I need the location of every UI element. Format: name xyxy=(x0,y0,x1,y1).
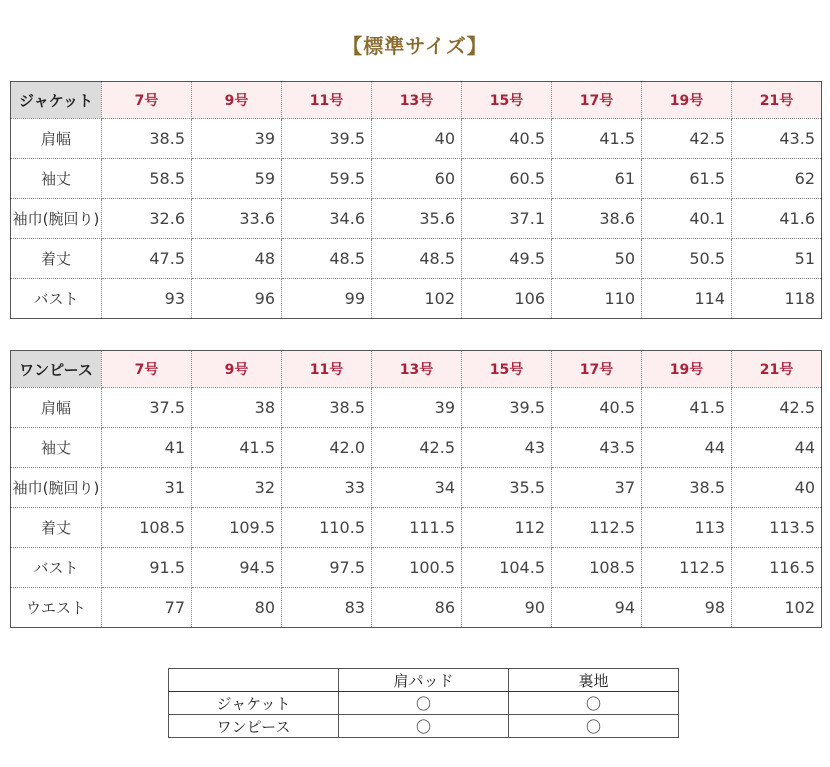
value-cell: 90 xyxy=(462,588,552,628)
value-cell: 49.5 xyxy=(462,239,552,279)
row-label: 肩幅 xyxy=(11,119,102,159)
value-cell: 42.5 xyxy=(372,428,462,468)
value-cell: 113.5 xyxy=(732,508,822,548)
value-cell: 32 xyxy=(192,468,282,508)
value-cell: 114 xyxy=(642,279,732,319)
value-cell: 41.5 xyxy=(192,428,282,468)
header-row xyxy=(11,82,822,119)
value-cell: 106 xyxy=(462,279,552,319)
table-row xyxy=(11,588,822,628)
value-cell: 60 xyxy=(372,159,462,199)
value-cell: 40.5 xyxy=(462,119,552,159)
value-cell: 102 xyxy=(372,279,462,319)
value-cell: 32.6 xyxy=(102,199,192,239)
row-label: 袖丈 xyxy=(11,428,102,468)
value-cell: 43.5 xyxy=(552,428,642,468)
size-header: 15号 xyxy=(462,82,552,119)
value-cell: 111.5 xyxy=(372,508,462,548)
features-table xyxy=(168,668,679,738)
table-row xyxy=(11,428,822,468)
value-cell: 96 xyxy=(192,279,282,319)
value-cell: 39 xyxy=(192,119,282,159)
value-cell: 83 xyxy=(282,588,372,628)
value-cell: 40 xyxy=(372,119,462,159)
value-cell: 91.5 xyxy=(102,548,192,588)
value-cell: 60.5 xyxy=(462,159,552,199)
feature-mark: 〇 xyxy=(509,692,679,715)
value-cell: 31 xyxy=(102,468,192,508)
value-cell: 33 xyxy=(282,468,372,508)
table-row xyxy=(11,199,822,239)
size-header: 7号 xyxy=(102,82,192,119)
size-header: 11号 xyxy=(282,82,372,119)
size-header: 17号 xyxy=(552,351,642,388)
value-cell: 37.1 xyxy=(462,199,552,239)
onepiece-size-table xyxy=(10,350,822,628)
size-header: 15号 xyxy=(462,351,552,388)
value-cell: 35.6 xyxy=(372,199,462,239)
feature-header: 肩パッド xyxy=(339,669,509,692)
table-row xyxy=(169,692,679,715)
row-label: ジャケット xyxy=(169,692,339,715)
size-header: 11号 xyxy=(282,351,372,388)
row-label: バスト xyxy=(11,279,102,319)
size-header: 9号 xyxy=(192,82,282,119)
value-cell: 43.5 xyxy=(732,119,822,159)
value-cell: 50.5 xyxy=(642,239,732,279)
value-cell: 42.5 xyxy=(732,388,822,428)
size-header: 21号 xyxy=(732,82,822,119)
table-row xyxy=(11,279,822,319)
feature-header xyxy=(169,669,339,692)
value-cell: 110 xyxy=(552,279,642,319)
value-cell: 77 xyxy=(102,588,192,628)
value-cell: 104.5 xyxy=(462,548,552,588)
value-cell: 51 xyxy=(732,239,822,279)
row-label: 袖丈 xyxy=(11,159,102,199)
row-label: 袖巾(腕回り) xyxy=(11,199,102,239)
value-cell: 37.5 xyxy=(102,388,192,428)
value-cell: 39 xyxy=(372,388,462,428)
value-cell: 34.6 xyxy=(282,199,372,239)
value-cell: 40 xyxy=(732,468,822,508)
value-cell: 80 xyxy=(192,588,282,628)
value-cell: 38.6 xyxy=(552,199,642,239)
value-cell: 37 xyxy=(552,468,642,508)
size-header: 19号 xyxy=(642,82,732,119)
header-row xyxy=(169,669,679,692)
table-row xyxy=(11,388,822,428)
value-cell: 59 xyxy=(192,159,282,199)
value-cell: 86 xyxy=(372,588,462,628)
value-cell: 109.5 xyxy=(192,508,282,548)
jacket-size-table xyxy=(10,81,822,319)
value-cell: 38 xyxy=(192,388,282,428)
value-cell: 102 xyxy=(732,588,822,628)
value-cell: 110.5 xyxy=(282,508,372,548)
value-cell: 33.6 xyxy=(192,199,282,239)
size-header: 21号 xyxy=(732,351,822,388)
value-cell: 41.5 xyxy=(642,388,732,428)
value-cell: 112 xyxy=(462,508,552,548)
page-title: 【標準サイズ】 xyxy=(342,34,488,58)
value-cell: 41 xyxy=(102,428,192,468)
table-row xyxy=(11,548,822,588)
value-cell: 112.5 xyxy=(552,508,642,548)
value-cell: 99 xyxy=(282,279,372,319)
value-cell: 98 xyxy=(642,588,732,628)
table-row xyxy=(11,508,822,548)
value-cell: 118 xyxy=(732,279,822,319)
value-cell: 42.0 xyxy=(282,428,372,468)
table-row xyxy=(11,239,822,279)
value-cell: 108.5 xyxy=(552,548,642,588)
table-row xyxy=(11,159,822,199)
value-cell: 38.5 xyxy=(642,468,732,508)
value-cell: 40.1 xyxy=(642,199,732,239)
value-cell: 108.5 xyxy=(102,508,192,548)
value-cell: 42.5 xyxy=(642,119,732,159)
feature-mark: 〇 xyxy=(509,715,679,738)
value-cell: 100.5 xyxy=(372,548,462,588)
value-cell: 112.5 xyxy=(642,548,732,588)
row-label: 肩幅 xyxy=(11,388,102,428)
value-cell: 47.5 xyxy=(102,239,192,279)
value-cell: 44 xyxy=(642,428,732,468)
value-cell: 50 xyxy=(552,239,642,279)
table-row xyxy=(169,715,679,738)
size-header: 13号 xyxy=(372,82,462,119)
value-cell: 48 xyxy=(192,239,282,279)
value-cell: 41.5 xyxy=(552,119,642,159)
table-label: ジャケット xyxy=(11,82,102,119)
row-label: ウエスト xyxy=(11,588,102,628)
value-cell: 44 xyxy=(732,428,822,468)
value-cell: 61 xyxy=(552,159,642,199)
row-label: ワンピース xyxy=(169,715,339,738)
value-cell: 48.5 xyxy=(282,239,372,279)
value-cell: 41.6 xyxy=(732,199,822,239)
value-cell: 62 xyxy=(732,159,822,199)
value-cell: 59.5 xyxy=(282,159,372,199)
size-header: 19号 xyxy=(642,351,732,388)
size-header: 17号 xyxy=(552,82,642,119)
row-label: 着丈 xyxy=(11,239,102,279)
value-cell: 34 xyxy=(372,468,462,508)
row-label: 袖巾(腕回り) xyxy=(11,468,102,508)
table-row xyxy=(11,119,822,159)
value-cell: 43 xyxy=(462,428,552,468)
value-cell: 93 xyxy=(102,279,192,319)
size-header: 7号 xyxy=(102,351,192,388)
value-cell: 113 xyxy=(642,508,732,548)
value-cell: 94.5 xyxy=(192,548,282,588)
value-cell: 97.5 xyxy=(282,548,372,588)
value-cell: 116.5 xyxy=(732,548,822,588)
value-cell: 38.5 xyxy=(282,388,372,428)
value-cell: 61.5 xyxy=(642,159,732,199)
value-cell: 48.5 xyxy=(372,239,462,279)
value-cell: 35.5 xyxy=(462,468,552,508)
feature-mark: 〇 xyxy=(339,692,509,715)
value-cell: 39.5 xyxy=(462,388,552,428)
value-cell: 58.5 xyxy=(102,159,192,199)
value-cell: 39.5 xyxy=(282,119,372,159)
header-row xyxy=(11,351,822,388)
feature-mark: 〇 xyxy=(339,715,509,738)
value-cell: 38.5 xyxy=(102,119,192,159)
value-cell: 94 xyxy=(552,588,642,628)
row-label: バスト xyxy=(11,548,102,588)
table-label: ワンピース xyxy=(11,351,102,388)
table-row xyxy=(11,468,822,508)
feature-header: 裏地 xyxy=(509,669,679,692)
size-header: 13号 xyxy=(372,351,462,388)
row-label: 着丈 xyxy=(11,508,102,548)
value-cell: 40.5 xyxy=(552,388,642,428)
size-header: 9号 xyxy=(192,351,282,388)
